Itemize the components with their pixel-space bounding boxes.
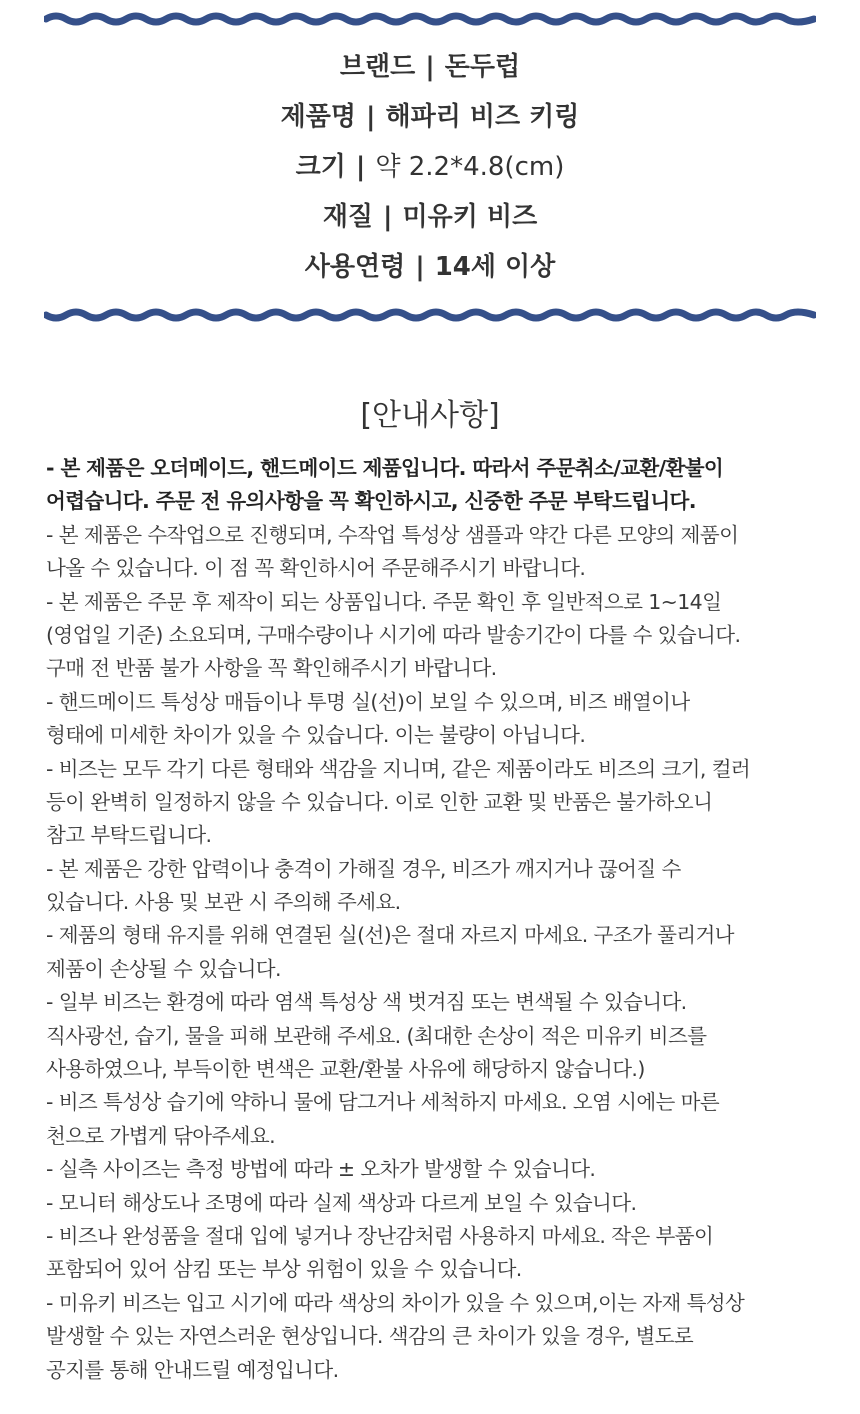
- spec-separator: |: [383, 202, 393, 232]
- spec-label: 제품명: [280, 102, 356, 132]
- spec-label: 사용연령: [304, 252, 406, 282]
- spec-label: 브랜드: [339, 52, 416, 82]
- bottom-wavy-divider: [44, 308, 816, 322]
- spec-row-size: [0, 142, 860, 192]
- spec-row-age: [0, 242, 860, 292]
- notice-line: 있습니다. 사용 및 보관 시 주의해 주세요.: [46, 890, 401, 915]
- notice-line: - 모니터 해상도나 조명에 따라 실제 색상과 다르게 보일 수 있습니다.: [46, 1190, 637, 1215]
- spec-value: 해파리 비즈 키링: [385, 102, 580, 132]
- spec-separator: |: [425, 52, 435, 82]
- notice-line: 제품이 손상될 수 있습니다.: [46, 956, 281, 981]
- notice-list: [46, 452, 836, 1387]
- notice-line: - 비즈는 모두 각기 다른 형태와 색감을 지니며, 같은 제품이라도 비즈의 크기, 컬러: [46, 756, 751, 781]
- notice-line: 어렵습니다. 주문 전 유의사항을 꼭 확인하시고, 신중한 주문 부탁드립니다.: [46, 489, 696, 514]
- notice-line: - 본 제품은 수작업으로 진행되며, 수작업 특성상 샘플과 약간 다른 모양의 제품이: [46, 522, 739, 547]
- notice-line: 나올 수 있습니다. 이 점 꼭 확인하시어 주문해주시기 바랍니다.: [46, 556, 586, 581]
- notice-line: 참고 부탁드립니다.: [46, 823, 212, 848]
- spec-row-material: [0, 192, 860, 242]
- spec-value: 약 2.2*4.8(cm): [375, 152, 565, 182]
- notice-line: - 미유키 비즈는 입고 시기에 따라 색상의 차이가 있을 수 있으며,이는 자재 특성상: [46, 1290, 745, 1315]
- notice-line: - 본 제품은 주문 후 제작이 되는 상품입니다. 주문 확인 후 일반적으로 1~14일: [46, 589, 722, 614]
- spec-value: 돈두럽: [444, 52, 521, 82]
- notice-line: - 실측 사이즈는 측정 방법에 따라 ± 오차가 발생할 수 있습니다.: [46, 1157, 596, 1182]
- spec-separator: |: [415, 252, 425, 282]
- product-spec-block: [0, 42, 860, 292]
- notice-line: 구매 전 반품 불가 사항을 꼭 확인해주시기 바랍니다.: [46, 656, 497, 681]
- top-wavy-divider: [44, 12, 816, 26]
- notice-line: - 비즈나 완성품을 절대 입에 넣거나 장난감처럼 사용하지 마세요. 작은 부품이: [46, 1223, 714, 1248]
- notice-line: - 본 제품은 오더메이드, 핸드메이드 제품입니다. 따라서 주문취소/교환/환불이: [46, 456, 724, 480]
- notice-line: 형태에 미세한 차이가 있을 수 있습니다. 이는 불량이 아닙니다.: [46, 723, 586, 748]
- spec-separator: |: [365, 102, 376, 132]
- notice-line: 천으로 가볍게 닦아주세요.: [46, 1123, 275, 1148]
- spec-label: 크기: [295, 152, 346, 182]
- notice-line: (영업일 기준) 소요되며, 구매수량이나 시기에 따라 발송기간이 다를 수 있습니다.: [46, 622, 741, 647]
- spec-value: 14세 이상: [434, 252, 556, 282]
- spec-value: 미유키 비즈: [402, 202, 538, 232]
- notice-line: - 제품의 형태 유지를 위해 연결된 실(선)은 절대 자르지 마세요. 구조가 풀리거나: [46, 923, 734, 948]
- notice-line: 포함되어 있어 삼킴 또는 부상 위험이 있을 수 있습니다.: [46, 1257, 522, 1282]
- notice-line: - 일부 비즈는 환경에 따라 염색 특성상 색 벗겨짐 또는 변색될 수 있습니다.: [46, 990, 687, 1015]
- notice-line: 직사광선, 습기, 물을 피해 보관해 주세요. (최대한 손상이 적은 미유키 비즈를: [46, 1023, 707, 1048]
- spec-separator: |: [355, 152, 366, 182]
- notice-line: - 핸드메이드 특성상 매듭이나 투명 실(선)이 보일 수 있으며, 비즈 배열이나: [46, 689, 690, 714]
- spec-label: 재질: [322, 202, 374, 232]
- notice-title: [안내사항]: [360, 398, 500, 433]
- notice-line: - 본 제품은 강한 압력이나 충격이 가해질 경우, 비즈가 깨지거나 끊어질 수: [46, 856, 681, 881]
- notice-line: 등이 완벽히 일정하지 않을 수 있습니다. 이로 인한 교환 및 반품은 불가하오니: [46, 789, 713, 814]
- notice-line: 사용하였으나, 부득이한 변색은 교환/환불 사유에 해당하지 않습니다.): [46, 1057, 645, 1082]
- spec-row-product-name: [0, 92, 860, 142]
- notice-line: - 비즈 특성상 습기에 약하니 물에 담그거나 세척하지 마세요. 오염 시에는 마른: [46, 1090, 720, 1115]
- notice-line: 발생할 수 있는 자연스러운 현상입니다. 색감의 큰 차이가 있을 경우, 별도로: [46, 1324, 694, 1349]
- spec-row-brand: [0, 42, 860, 92]
- notice-line: 공지를 통해 안내드릴 예정입니다.: [46, 1357, 339, 1382]
